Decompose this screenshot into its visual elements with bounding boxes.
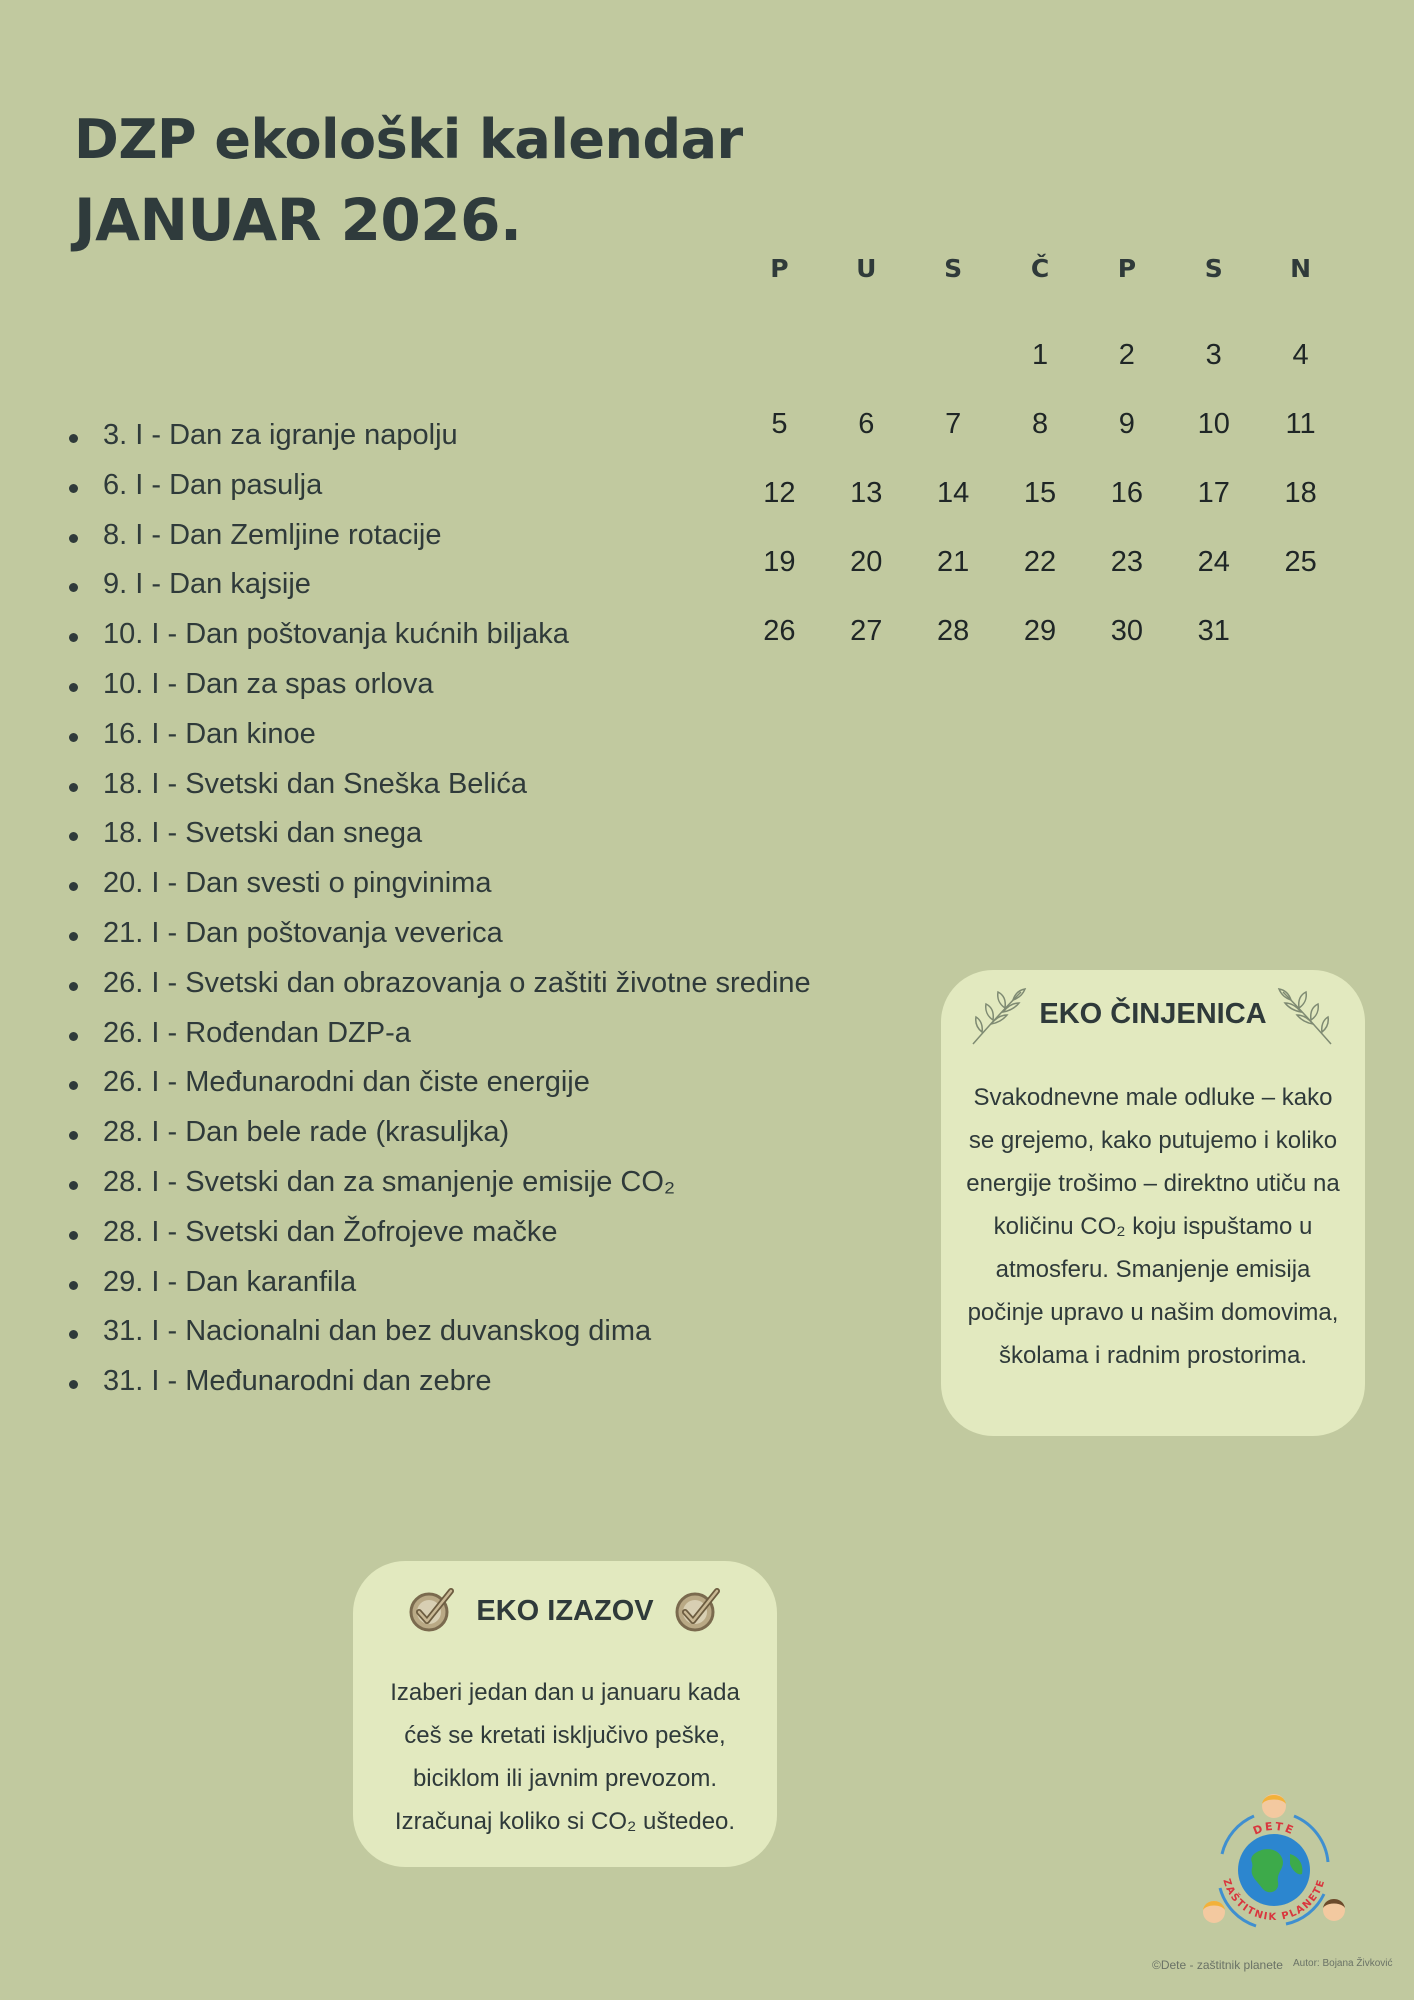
list-item: 18. I - Svetski dan Sneška Belića xyxy=(58,762,811,812)
list-item: 26. I - Rođendan DZP-a xyxy=(58,1011,811,1061)
calendar-day: 7 xyxy=(945,408,962,440)
list-item: 28. I - Svetski dan za smanjenje emisije CO₂ xyxy=(58,1160,811,1210)
calendar-day: 9 xyxy=(1118,408,1135,440)
list-item: 31. I - Međunarodni dan zebre xyxy=(58,1359,811,1409)
eko-challenge-title: EKO IZAZOV xyxy=(476,1595,654,1627)
weekday-label: U xyxy=(856,254,877,283)
eko-fact-card xyxy=(941,970,1365,1436)
calendar-day: 15 xyxy=(1023,477,1057,509)
weekday-label: S xyxy=(1204,254,1223,283)
month-calendar xyxy=(736,254,1344,666)
weekday-label: S xyxy=(944,254,963,283)
list-item: 28. I - Dan bele rade (krasuljka) xyxy=(58,1110,811,1160)
eko-challenge-card xyxy=(353,1561,777,1867)
list-item: 26. I - Međunarodni dan čiste energije xyxy=(58,1060,811,1110)
calendar-day: 27 xyxy=(850,615,883,647)
calendar-day: 20 xyxy=(850,546,883,578)
weekday-label: P xyxy=(1117,254,1137,283)
eko-fact-title: EKO ČINJENICA xyxy=(1039,998,1267,1030)
calendar-day: 28 xyxy=(937,615,970,647)
calendar-week xyxy=(736,390,1344,459)
list-item: 10. I - Dan poštovanja kućnih biljaka xyxy=(58,612,811,662)
calendar-day: 8 xyxy=(1031,408,1049,440)
calendar-day: 18 xyxy=(1284,477,1317,509)
calendar-day: 1 xyxy=(1031,339,1049,371)
calendar-day: 19 xyxy=(763,546,796,578)
calendar-days xyxy=(736,321,1344,666)
list-item: 8. I - Dan Zemljine rotacije xyxy=(58,513,811,563)
logo-top-text: DETE xyxy=(1251,1819,1297,1838)
page-title: DZP ekološki kalendar xyxy=(74,108,743,171)
weekday-label: N xyxy=(1290,254,1312,283)
calendar-day: 10 xyxy=(1197,408,1230,440)
weekday-label: Č xyxy=(1030,254,1050,283)
calendar-day: 16 xyxy=(1110,477,1143,509)
calendar-day: 11 xyxy=(1285,408,1316,440)
month-title: JANUAR 2026. xyxy=(74,186,522,254)
list-item: 6. I - Dan pasulja xyxy=(58,463,811,513)
list-item: 31. I - Nacionalni dan bez duvanskog dima xyxy=(58,1309,811,1359)
checkmark-badge-icon xyxy=(673,1585,723,1635)
author-credit: Autor: Bojana Živković xyxy=(1293,1958,1393,1969)
list-item: 26. I - Svetski dan obrazovanja o zaštiti životne sredine xyxy=(58,961,811,1011)
calendar-day: 12 xyxy=(763,477,796,509)
list-item: 10. I - Dan za spas orlova xyxy=(58,662,811,712)
calendar-day: 26 xyxy=(763,615,796,647)
calendar-day: 13 xyxy=(850,477,883,509)
eco-days-list xyxy=(58,413,811,1409)
calendar-day: 29 xyxy=(1023,615,1057,647)
calendar-day: 17 xyxy=(1197,477,1230,509)
calendar-day: 24 xyxy=(1197,546,1230,578)
calendar-day: 21 xyxy=(937,546,970,578)
calendar-day: 3 xyxy=(1205,339,1222,371)
calendar-day: 31 xyxy=(1197,615,1230,647)
calendar-day: 25 xyxy=(1284,546,1317,578)
list-item: 3. I - Dan za igranje napolju xyxy=(58,413,811,463)
calendar-day: 14 xyxy=(937,477,970,509)
calendar-day: 30 xyxy=(1110,615,1143,647)
earth-logo-icon xyxy=(1194,1784,1354,1954)
list-item: 20. I - Dan svesti o pingvinima xyxy=(58,861,811,911)
calendar-week xyxy=(736,459,1344,528)
calendar-week xyxy=(736,528,1344,597)
calendar-day: 4 xyxy=(1292,339,1309,371)
list-item: 28. I - Svetski dan Žofrojeve mačke xyxy=(58,1210,811,1260)
eko-fact-text: Svakodnevne male odluke – kako se grejemo, kako putujemo i koliko energije trošimo – direktno utiču na količinu CO₂ koju ispuštamo u atmosferu. Smanjenje emisija počinje upravo u našim domovima, školama i radnim prostorima. xyxy=(966,1084,1340,1369)
weekday-header xyxy=(736,254,1344,292)
copyright-text: ©Dete - zaštitnik planete xyxy=(1152,1958,1283,1972)
calendar-day: 5 xyxy=(771,408,788,440)
calendar-day: 22 xyxy=(1023,546,1057,578)
list-item: 21. I - Dan poštovanja veverica xyxy=(58,911,811,961)
list-item: 16. I - Dan kinoe xyxy=(58,712,811,762)
calendar-week xyxy=(736,597,1344,666)
list-item: 29. I - Dan karanfila xyxy=(58,1260,811,1310)
calendar-day: 2 xyxy=(1118,339,1135,371)
calendar-day: 6 xyxy=(858,408,875,440)
list-item: 18. I - Svetski dan snega xyxy=(58,811,811,861)
logo-bottom-text: ZAŠTITNIK PLANETE xyxy=(1220,1877,1328,1924)
weekday-label: P xyxy=(770,254,789,283)
list-item: 9. I - Dan kajsije xyxy=(58,562,811,612)
eko-challenge-text: Izaberi jedan dan u januaru kada ćeš se kretati isključivo peške, biciklom ili javnim prevozom. Izračunaj koliko si CO₂ uštedeo. xyxy=(390,1679,740,1835)
calendar-week xyxy=(736,321,1344,390)
calendar-day: 23 xyxy=(1110,546,1143,578)
